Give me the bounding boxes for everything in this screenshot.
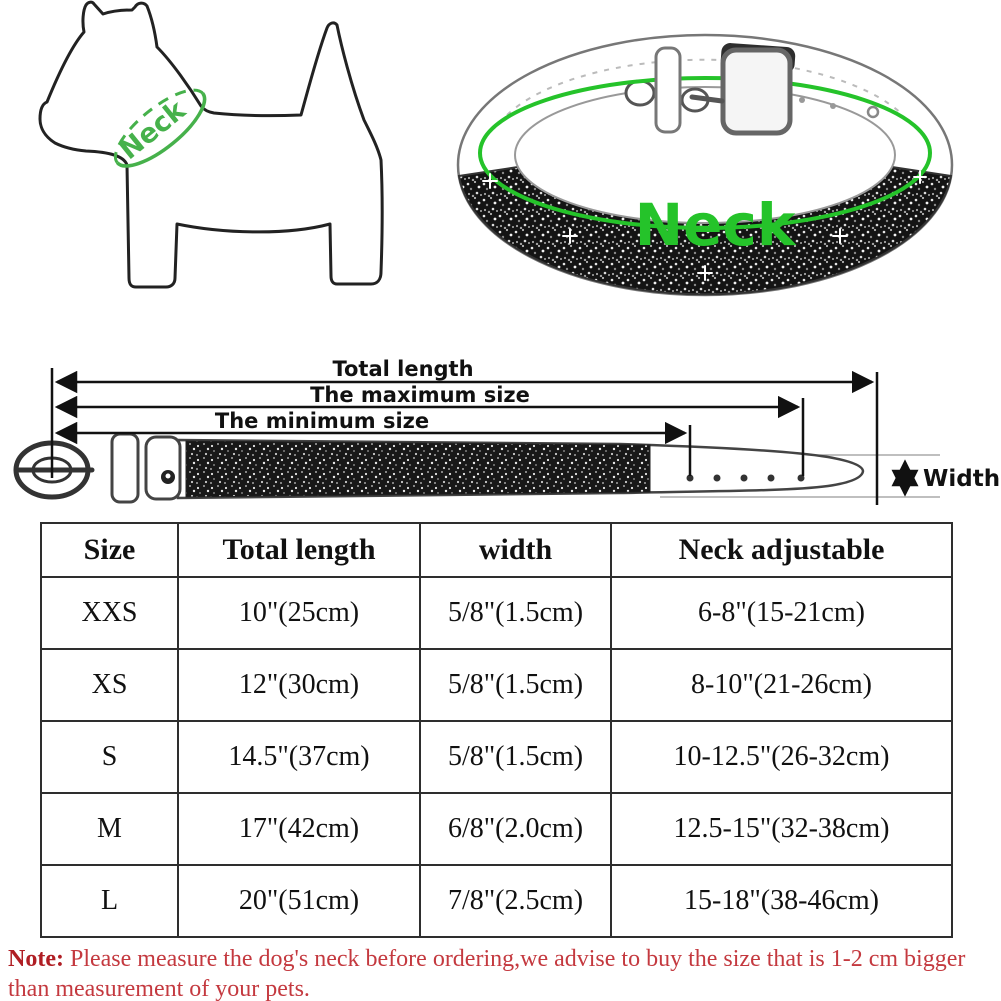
header-total-length: Total length [178, 523, 420, 577]
collar-illustration [450, 5, 995, 320]
note-text: Please measure the dog's neck before ordering,we advise to buy the size that is 1-2 cm bigger than measurement of your pets. [8, 946, 966, 1001]
cell-total-length: 20"(51cm) [178, 865, 420, 937]
table-row [41, 865, 952, 937]
header-neck-adjustable: Neck adjustable [611, 523, 952, 577]
collar-hole [799, 97, 805, 103]
collar-hole [830, 103, 836, 109]
cell-total-length: 14.5"(37cm) [178, 721, 420, 793]
cell-neck-adjustable: 12.5-15"(32-38cm) [611, 793, 952, 865]
cell-size: XS [41, 649, 178, 721]
collar-buckle [656, 42, 796, 133]
table-row [41, 649, 952, 721]
total-length-label: Total length [332, 357, 474, 381]
cell-size: S [41, 721, 178, 793]
cell-size: M [41, 793, 178, 865]
cell-total-length: 10"(25cm) [178, 577, 420, 649]
measurement-diagram [0, 345, 1001, 520]
cell-neck-adjustable: 15-18"(38-46cm) [611, 865, 952, 937]
flat-collar-buckle [16, 434, 180, 502]
header-size: Size [41, 523, 178, 577]
cell-total-length: 12"(30cm) [178, 649, 420, 721]
cell-total-length: 17"(42cm) [178, 793, 420, 865]
cell-neck-adjustable: 8-10"(21-26cm) [611, 649, 952, 721]
size-table [40, 522, 953, 938]
cell-width: 5/8"(1.5cm) [420, 577, 611, 649]
minimum-size-label: The minimum size [214, 409, 430, 433]
cell-width: 5/8"(1.5cm) [420, 721, 611, 793]
cell-width: 6/8"(2.0cm) [420, 793, 611, 865]
table-row [41, 793, 952, 865]
table-row [41, 721, 952, 793]
width-label: Width [923, 466, 1001, 492]
cell-width: 5/8"(1.5cm) [420, 649, 611, 721]
header-width: width [420, 523, 611, 577]
cell-neck-adjustable: 10-12.5"(26-32cm) [611, 721, 952, 793]
cell-neck-adjustable: 6-8"(15-21cm) [611, 577, 952, 649]
collar-hole [626, 81, 654, 105]
cell-size: L [41, 865, 178, 937]
note-label: Note: [8, 946, 64, 972]
dog-outline-illustration [20, 0, 420, 300]
cell-width: 7/8"(2.5cm) [420, 865, 611, 937]
dog-outline [40, 2, 382, 287]
dog-neck-label: Neck [113, 94, 192, 167]
size-table-header-row [41, 523, 952, 577]
cell-size: XXS [41, 577, 178, 649]
maximum-size-label: The maximum size [310, 383, 530, 407]
sizing-note [8, 944, 996, 1001]
collar-neck-label: Neck [634, 191, 796, 259]
table-row [41, 577, 952, 649]
flat-collar-rhinestone-band [186, 441, 650, 497]
